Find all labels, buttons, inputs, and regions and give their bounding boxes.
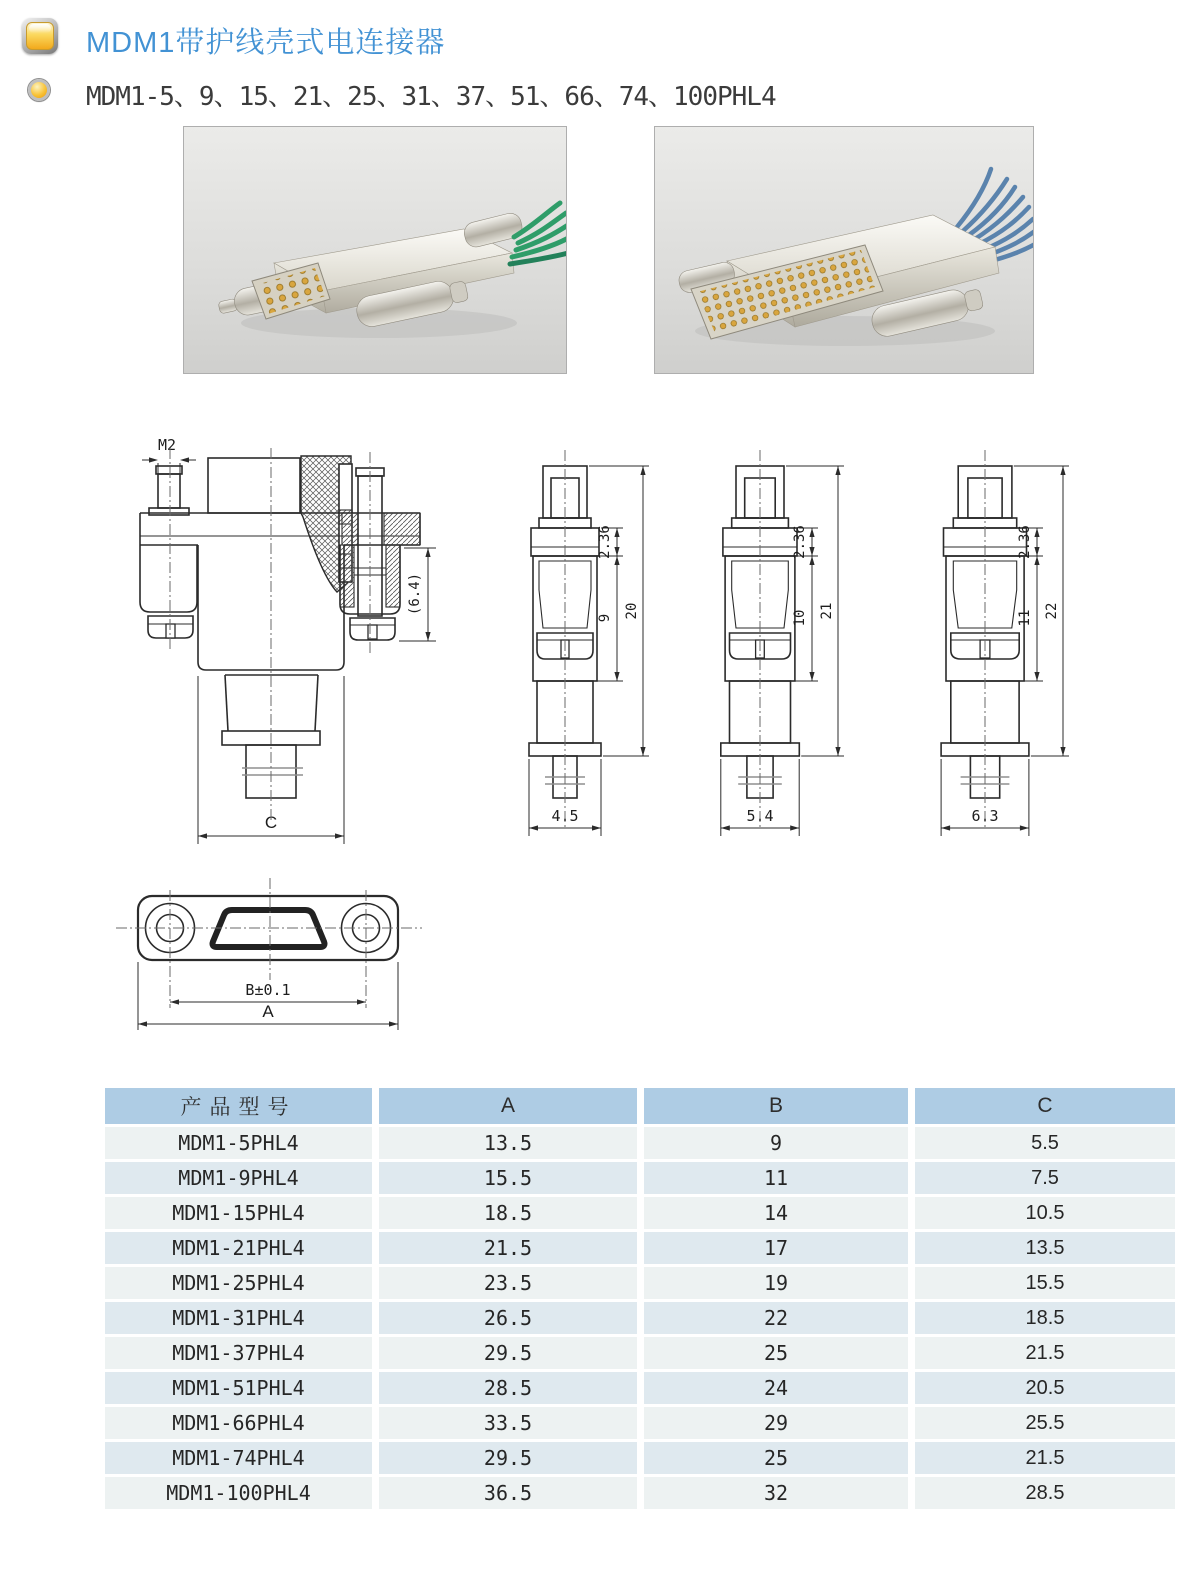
table-row [105,1407,1175,1439]
cell-a: 15.5 [379,1162,637,1194]
product-photo-front [183,126,567,374]
cell-b: 9 [644,1127,908,1159]
dim-label-width-c: C [264,813,278,832]
cell-b: 11 [644,1162,908,1194]
dim-label-width: 6.3 [971,807,999,825]
dim-label-hole-span: B±0.1 [245,981,291,999]
dim-label-seg-top: 2.36 [597,525,613,559]
cell-model: MDM1-9PHL4 [105,1162,372,1194]
cell-c: 25.5 [915,1407,1175,1439]
cell-c: 21.5 [915,1337,1175,1369]
col-header-c: C [915,1088,1175,1124]
dim-label-screw-length: (6.4) [407,572,423,616]
cell-c: 18.5 [915,1302,1175,1334]
cell-c: 13.5 [915,1232,1175,1264]
cell-model: MDM1-31PHL4 [105,1302,372,1334]
dim-label-overall: 21 [819,602,835,620]
dim-label-seg-top: 2.36 [792,525,808,559]
cell-a: 36.5 [379,1477,637,1509]
model-list-bullet-icon [28,79,50,101]
table-row [105,1232,1175,1264]
cell-a: 28.5 [379,1372,637,1404]
dim-label-seg-top: 2.36 [1017,525,1033,559]
col-header-b: B [644,1088,908,1124]
cell-b: 17 [644,1232,908,1264]
cell-a: 13.5 [379,1127,637,1159]
table-row [105,1197,1175,1229]
cell-c: 5.5 [915,1127,1175,1159]
cell-c: 15.5 [915,1267,1175,1299]
cell-b: 25 [644,1337,908,1369]
product-photo-back [654,126,1034,374]
connector-illustration-small [184,127,566,373]
section-square-icon-gloss [29,24,51,33]
dim-label-seg-mid: 10 [792,609,808,627]
spec-table-header [105,1088,1175,1124]
cell-model: MDM1-66PHL4 [105,1407,372,1439]
col-header-a: A [379,1088,637,1124]
dim-label-seg-mid: 9 [597,613,613,623]
bottom-view-drawing [108,858,453,1043]
cell-c: 10.5 [915,1197,1175,1229]
table-row [105,1442,1175,1474]
cell-c: 20.5 [915,1372,1175,1404]
table-row [105,1302,1175,1334]
cell-a: 33.5 [379,1407,637,1439]
table-row [105,1127,1175,1159]
cell-c: 28.5 [915,1477,1175,1509]
table-row [105,1337,1175,1369]
table-row [105,1162,1175,1194]
page-title: MDM1带护线壳式电连接器 [86,27,446,59]
model-list: MDM1-5、9、15、21、25、31、37、51、66、74、100PHL4 [86,82,776,112]
cell-c: 21.5 [915,1442,1175,1474]
col-header-model: 产品型号 [105,1088,372,1124]
cell-model: MDM1-100PHL4 [105,1477,372,1509]
cell-model: MDM1-5PHL4 [105,1127,372,1159]
dim-label-width: 5.4 [746,807,774,825]
table-row [105,1267,1175,1299]
dim-label-overall: 20 [624,602,640,620]
cell-a: 18.5 [379,1197,637,1229]
dim-label-width: 4.5 [551,807,579,825]
side-view-drawing-large [913,428,1088,858]
header-row [105,1088,1175,1124]
cell-b: 22 [644,1302,908,1334]
table-row [105,1477,1175,1509]
cell-b: 14 [644,1197,908,1229]
front-section-drawing [118,418,468,863]
table-row [105,1372,1175,1404]
side-view-drawing-small [493,428,663,858]
cell-b: 32 [644,1477,908,1509]
cell-model: MDM1-37PHL4 [105,1337,372,1369]
cell-b: 25 [644,1442,908,1474]
cell-model: MDM1-25PHL4 [105,1267,372,1299]
cell-a: 26.5 [379,1302,637,1334]
cell-b: 19 [644,1267,908,1299]
cell-b: 24 [644,1372,908,1404]
cell-model: MDM1-15PHL4 [105,1197,372,1229]
spec-table-body [105,1127,1175,1509]
dim-label-overall-a: A [262,1002,274,1021]
dim-label-thread: M2 [157,436,177,454]
spec-table [98,1085,1182,1512]
dim-label-overall: 22 [1044,602,1060,620]
cell-a: 23.5 [379,1267,637,1299]
cell-model: MDM1-74PHL4 [105,1442,372,1474]
connector-illustration-large [655,127,1033,373]
cell-a: 21.5 [379,1232,637,1264]
cell-model: MDM1-51PHL4 [105,1372,372,1404]
side-view-drawing-medium [688,428,858,858]
section-square-icon [22,18,58,54]
cell-a: 29.5 [379,1337,637,1369]
cell-c: 7.5 [915,1162,1175,1194]
cell-b: 29 [644,1407,908,1439]
cell-a: 29.5 [379,1442,637,1474]
cell-model: MDM1-21PHL4 [105,1232,372,1264]
dim-label-seg-mid: 11 [1017,609,1033,627]
